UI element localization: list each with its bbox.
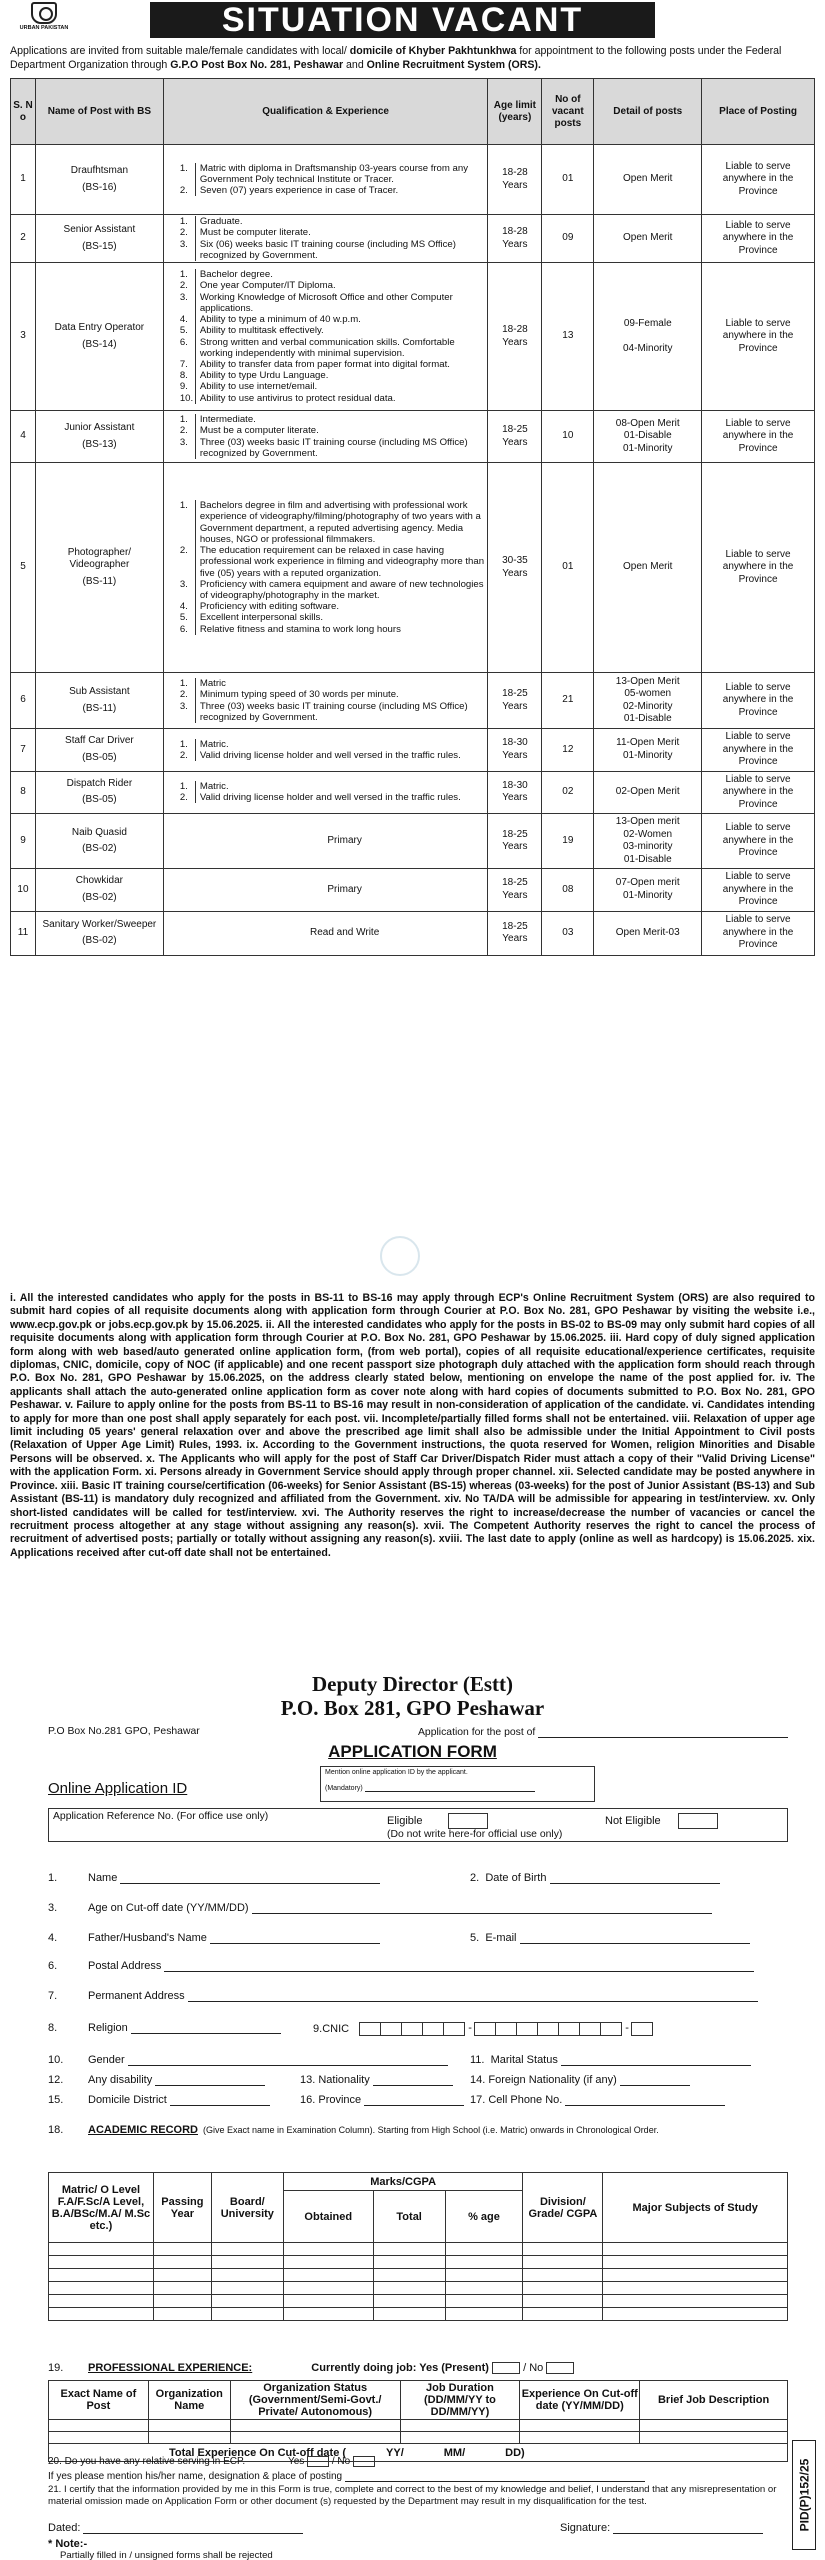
cell-post — [35, 215, 163, 263]
acad-col-board: Board/ University — [211, 2173, 283, 2243]
page-title: SITUATION VACANT — [150, 2, 655, 38]
col-post: Name of Post with BS — [35, 79, 163, 145]
cell-age: 18-28 Years — [488, 215, 542, 263]
cell-detail: Open Merit — [594, 145, 702, 215]
post-applied-input[interactable] — [538, 1726, 788, 1738]
cell-post — [35, 869, 163, 912]
qualification-item: 1. Bachelors degree in film and advertising with professional work experience of videography/filming/photography of two years with a Government department, a reputed advertising agency. Media houses, NGO or professional filmmakers. — [179, 500, 481, 545]
table-row — [11, 411, 815, 463]
cell-post — [35, 263, 163, 411]
relative-question: 20. Do you have any relative serving in ECP. Yes / No — [48, 2456, 375, 2467]
po-box: P.O. Box 281, GPO Peshawar — [280, 1696, 545, 1720]
qualification-item: 8. Ability to type Urdu Language. — [179, 370, 329, 382]
post-scale: (BS-11) — [82, 702, 117, 714]
cell-detail: 02-Open Merit — [594, 771, 702, 814]
qualification-item: 2. Seven (07) years experience in case of Tracer. — [179, 185, 399, 197]
cell-vacant: 10 — [542, 411, 594, 463]
post-scale: (BS-05) — [82, 794, 117, 806]
cell-qualification — [163, 145, 488, 215]
cell-qualification — [163, 263, 488, 411]
cell-post — [35, 771, 163, 814]
post-name: Junior Assistant — [64, 422, 135, 433]
field-cnic: 9.CNIC - - — [313, 2022, 653, 2036]
cell-place: Liable to serve anywhere in the Province — [702, 145, 815, 215]
qualification-item: 5. Excellent interpersonal skills. — [179, 612, 324, 624]
logo-emblem-icon — [31, 2, 57, 24]
cell-vacant: 01 — [542, 463, 594, 673]
academic-table — [48, 2172, 788, 2321]
experience-heading: 19. PROFESSIONAL EXPERIENCE: Currently doing job: Yes (Present) / No — [48, 2362, 788, 2374]
cell-age: 18-25 Years — [488, 911, 542, 955]
cell-sno: 1 — [11, 145, 36, 215]
foreign-input[interactable] — [620, 2074, 690, 2086]
exp-col-status: Organization Status (Government/Semi-Govt./ Private/ Autonomous) — [230, 2381, 400, 2420]
vacancy-table — [10, 78, 815, 956]
qualification-item: 1. Bachelor degree. — [179, 269, 273, 281]
total-experience: Total Experience On Cut-off date ( YY/ MM/ DD) — [49, 2444, 788, 2462]
dated-input[interactable] — [83, 2522, 303, 2534]
province-input[interactable] — [364, 2094, 464, 2106]
online-id-box[interactable] — [320, 1766, 595, 1802]
acad-col-total: Total — [373, 2191, 445, 2243]
cell-qualification — [163, 463, 488, 673]
post-name: Naib Quasid — [71, 826, 127, 838]
relative-no-checkbox[interactable] — [353, 2456, 375, 2467]
acad-col-subjects: Major Subjects of Study — [603, 2173, 788, 2243]
cell-vacant: 13 — [542, 263, 594, 411]
exp-col-experience: Experience On Cut-off date (YY/MM/DD) — [520, 2381, 640, 2420]
qualification-item: 1. Matric. — [179, 781, 229, 793]
qualification-item: 1. Matric — [179, 678, 226, 690]
exp-col-duration: Job Duration (DD/MM/YY to DD/MM/YY) — [400, 2381, 520, 2420]
cell-vacant: 01 — [542, 145, 594, 215]
cell-detail: 08-Open Merit 01-Disable 01-Minority — [594, 411, 702, 463]
cell-age: 18-30 Years — [488, 771, 542, 814]
acad-col-percent: % age — [445, 2191, 523, 2243]
cell-age: 18-30 Years — [488, 729, 542, 772]
eligible-checkbox[interactable] — [448, 1813, 488, 1829]
cell-post — [35, 411, 163, 463]
qualification-item: 1. Matric. — [179, 738, 229, 750]
qualification-item: 4. Proficiency with editing software. — [179, 601, 339, 613]
field-disability: 12. Any disability — [48, 2074, 265, 2086]
table-row — [11, 771, 815, 814]
cnic-boxes[interactable]: - - — [360, 2022, 653, 2036]
cell-place: Liable to serve anywhere in the Province — [702, 215, 815, 263]
cell-post — [35, 814, 163, 869]
certification-text: 21. I certify that the information provided by me in this Form is true, complete and correct to the best of my knowledge and belief, I understand that any misrepresentation or material omission made on Application Form or other document (s) requested by the Department may result in my disqualification for the test. — [48, 2484, 777, 2507]
qualification-item: 3. Three (03) weeks basic IT training course (including MS Office) recognized by Government. — [179, 700, 468, 723]
cell-qualification — [163, 729, 488, 772]
qualification-item: 5. Ability to multitask effectively. — [179, 325, 324, 337]
col-age: Age limit (years) — [488, 79, 542, 145]
cell-vacant: 03 — [542, 911, 594, 955]
post-scale: (BS-05) — [82, 751, 117, 763]
intro-paragraph: Applications are invited from suitable male/female candidates with local/ domicile of Khyber Pakhtunkhwa for appointment to the following posts under the Federal Department Organization through G.P.O Post Box No. 281, Peshawar and Online Recruitment System (ORS). — [10, 45, 782, 71]
name-input[interactable] — [120, 1872, 380, 1884]
field-marital: 11. Marital Status — [470, 2054, 751, 2066]
cell-sno: 11 — [11, 911, 36, 955]
cell-age: 18-28 Years — [488, 145, 542, 215]
online-id-note: Mention online application ID by the applicant. — [325, 1769, 468, 1776]
field-cell: 17. Cell Phone No. — [470, 2094, 725, 2106]
marital-input[interactable] — [561, 2054, 751, 2066]
cell-qualification — [163, 411, 488, 463]
postal-input[interactable] — [164, 1960, 754, 1972]
acad-col-marks: Marks/CGPA — [283, 2173, 523, 2191]
post-scale: (BS-11) — [82, 575, 117, 587]
current-job-no-checkbox[interactable] — [546, 2362, 574, 2374]
post-name: Draufhtsman — [70, 165, 129, 176]
vacancy-table-header — [11, 79, 815, 145]
post-name: Staff Car Driver — [65, 735, 134, 747]
current-job-yes-checkbox[interactable] — [492, 2362, 520, 2374]
qualification-item: 1. Intermediate. — [179, 414, 256, 426]
cell-place: Liable to serve anywhere in the Province — [702, 911, 815, 955]
cell-sno: 8 — [11, 771, 36, 814]
qualification-item: 1. Graduate. — [179, 216, 243, 228]
signature-field: Signature: — [560, 2522, 763, 2534]
qualification-item: 2. The education requirement can be relaxed in case having professional work experience in filming and videography more than five (05) years with a reputed organization. — [179, 545, 485, 579]
col-sno: S. N o — [11, 79, 36, 145]
not-eligible-label: Not Eligible — [605, 1813, 718, 1829]
ref-label: Application Reference No. (For office use only) — [53, 1811, 269, 1822]
email-input[interactable] — [520, 1932, 750, 1944]
cell-detail: Open Merit — [594, 215, 702, 263]
field-gender: 10. Gender — [48, 2054, 448, 2066]
qualification-item: 3. Working Knowledge of Microsoft Office and other Computer applications. — [179, 291, 453, 314]
qualification-item: 9. Ability to use internet/email. — [179, 381, 318, 393]
post-scale: (BS-16) — [82, 181, 117, 193]
cell-detail: 07-Open merit 01-Minority — [594, 869, 702, 912]
disability-input[interactable] — [155, 2074, 265, 2086]
cell-vacant: 12 — [542, 729, 594, 772]
cell-place: Liable to serve anywhere in the Province — [702, 814, 815, 869]
cell-detail: Open Merit — [594, 463, 702, 673]
header-bar — [0, 0, 825, 40]
cell-age: 18-28 Years — [488, 263, 542, 411]
col-place: Place of Posting — [702, 79, 815, 145]
relative-detail-input[interactable] — [345, 2470, 645, 2482]
cell-place: Liable to serve anywhere in the Province — [702, 729, 815, 772]
cell-detail: 13-Open Merit 05-women 02-Minority 01-Disable — [594, 673, 702, 729]
field-province: 16. Province — [300, 2094, 464, 2106]
cell-sno: 6 — [11, 673, 36, 729]
academic-row[interactable] — [49, 2269, 788, 2282]
post-applied-label: Application for the post of — [418, 1726, 788, 1738]
post-name: Sanitary Worker/Sweeper — [42, 918, 157, 930]
father-input[interactable] — [210, 1932, 380, 1944]
post-scale: (BS-02) — [82, 843, 117, 854]
dob-input[interactable] — [550, 1872, 720, 1884]
cell-post — [35, 673, 163, 729]
post-name: Photographer/ Videographer — [67, 546, 132, 571]
post-name: Chowkidar — [75, 875, 124, 887]
field-religion: 8. Religion — [48, 2022, 281, 2034]
academic-heading: 18. ACADEMIC RECORD (Give Exact name in Examination Column). Starting from High School (i.e. Matric) onwards in Chronological Order. — [48, 2124, 659, 2136]
experience-table — [48, 2380, 788, 2462]
nationality-input[interactable] — [373, 2074, 453, 2086]
cell-sno: 10 — [11, 869, 36, 912]
table-row — [11, 145, 815, 215]
academic-row[interactable] — [49, 2295, 788, 2308]
logo — [18, 2, 70, 38]
cell-vacant: 09 — [542, 215, 594, 263]
experience-row[interactable] — [49, 2420, 788, 2432]
col-vacant: No of vacant posts — [542, 79, 594, 145]
field-father: 4. Father/Husband's Name — [48, 1932, 380, 1944]
qualification-item: 2. Must be a computer literate. — [179, 425, 319, 437]
field-age: 3. Age on Cut-off date (YY/MM/DD) — [48, 1902, 712, 1914]
qualification-item: 2. Minimum typing speed of 30 words per minute. — [179, 689, 399, 701]
cell-place: Liable to serve anywhere in the Province — [702, 411, 815, 463]
field-nationality: 13. Nationality — [300, 2074, 453, 2086]
note-label: * Note:- — [48, 2538, 88, 2550]
office-note: (Do not write here-for official use only) — [387, 1829, 563, 1840]
age-input[interactable] — [252, 1902, 712, 1914]
online-id-label: Online Application ID — [48, 1780, 188, 1797]
acad-col-year: Passing Year — [153, 2173, 211, 2243]
cell-age: 18-25 Years — [488, 869, 542, 912]
qualification-item: 7. Ability to transfer data from paper format into digital format. — [179, 358, 450, 370]
cell-sno: 2 — [11, 215, 36, 263]
cell-place: Liable to serve anywhere in the Province — [702, 463, 815, 673]
cell-sno: 7 — [11, 729, 36, 772]
cell-vacant: 21 — [542, 673, 594, 729]
post-scale: (BS-15) — [82, 240, 117, 252]
domicile-input[interactable] — [170, 2094, 270, 2106]
cell-qualification: Primary — [163, 814, 488, 869]
qualification-item: 2. One year Computer/IT Diploma. — [179, 280, 336, 292]
table-row — [11, 911, 815, 955]
cell-qualification — [163, 215, 488, 263]
deputy-director: Deputy Director (Estt) — [311, 1672, 513, 1696]
cell-detail: 11-Open Merit 01-Minority — [594, 729, 702, 772]
field-domicile: 15. Domicile District — [48, 2094, 270, 2106]
acad-col-exam: Matric/ O Level F.A/F.Sc/A Level, B.A/BSc/M.A/ M.Sc etc.) — [49, 2173, 154, 2243]
cell-detail: 13-Open merit 02-Women 03-minority 01-Disable — [594, 814, 702, 869]
qualification-item: 4. Ability to type a minimum of 40 w.p.m. — [179, 314, 361, 326]
cell-qualification: Read and Write — [163, 911, 488, 955]
post-name: Senior Assistant — [63, 224, 136, 235]
cell-vacant: 19 — [542, 814, 594, 869]
acad-col-obtained: Obtained — [283, 2191, 373, 2243]
eligible-label: Eligible — [387, 1813, 488, 1829]
academic-row[interactable] — [49, 2308, 788, 2321]
online-id-mandatory: (Mandatory) — [325, 1784, 590, 1792]
qualification-item: 10. Ability to use antivirus to protect residual data. — [179, 392, 396, 404]
gender-input[interactable] — [128, 2054, 448, 2066]
cell-detail: 09-Female 04-Minority — [594, 263, 702, 411]
form-pobox: P.O Box No.281 GPO, Peshawar — [48, 1726, 200, 1737]
qualification-item: 3. Six (06) weeks basic IT training course (including MS Office) recognized by Government. — [179, 238, 456, 261]
acad-col-division: Division/ Grade/ CGPA — [523, 2173, 603, 2243]
cell-age: 18-25 Years — [488, 411, 542, 463]
qualification-item: 3. Three (03) weeks basic IT training course (including MS Office) recognized by Government. — [179, 436, 468, 459]
post-scale: (BS-02) — [82, 935, 117, 946]
field-foreign: 14. Foreign Nationality (if any) — [470, 2074, 690, 2086]
field-name: 1. Name — [48, 1872, 380, 1884]
exp-col-description: Brief Job Description — [640, 2381, 788, 2420]
cell-detail: Open Merit-03 — [594, 911, 702, 955]
signature-input[interactable] — [613, 2522, 763, 2534]
cell-place: Liable to serve anywhere in the Province — [702, 263, 815, 411]
watermark-icon — [380, 1236, 420, 1276]
cell-place: Liable to serve anywhere in the Province — [702, 869, 815, 912]
instructions-text: i. All the interested candidates who apply for the posts in BS-11 to BS-16 may apply through ECP's Online Recruitment System (ORS) are also required to submit hard copies of all requisite documents along with application form through Courier at P.O. Box No. 281, GPO Peshawar by visiting the website i.e., www.ecp.gov.pk or jobs.ecp.gov.pk by 15.06.2025. ii. All the interested candidates who apply for the posts in BS-02 to BS-09 may only submit hard copies of all requisite documents along with application form through Courier at P.O. Box No. 281, GPO Peshawar by 15.06.2025. iii. Hard copy of duly signed application form along with web based/auto generated online application form, (from web portal), copies of all requisite educational/experience certificates, requisite diplomas, CNIC, domicile, copy of NOC (if applicable) and one recent passport size photograph duly attached with the application form should reach through P.O. Box No. 281, GPO Peshawar by 15.06.2025, on the address clearly stated below, mentioning on envelope the name of the post applied for. iv. The applicants shall attach the auto-generated online application form as cover note along with hard copies of documents submitted to P.O. Box No. 281, GPO Peshawar. v. Failure to apply online for the posts from BS-11 to BS-16 may result in non-consideration of application of the candidate. vi. Candidates intending to apply for more than one post shall apply separately for each post. vii. Incomplete/partially filled forms shall not be entertained. viii. Relaxation of upper age limit including 05 years' general relaxation over and above the prescribed age limit shall also be admissible under the Initial Appointment to Civil posts (Relaxation of Upper Age Limit) Rules, 1993. ix. According to the Government instructions, the quota reserved for Women, religion Minorities and Disable Persons will be observed. x. The Applicants who will apply for the post of Staff Car Driver/Dispatch Rider must attach a copy of their "Valid Driving License" with the application Form. xi. Persons already in Government Service should apply through proper channel. xii. Selected candidate may be posted anywhere in Province. xiii. Basic IT training course/certification (06-weeks) for Senior Assistant (BS-15) whereas (03-weeks) for the post of Junior Assistant (BS-13) and Sub Assistant (BS-11) is mandatory duly recognized and affiliated from the Government. xiv. No TA/DA will be admissible for appearing in test/interview. xv. Only short-listed candidates will be called for test/interview. xvi. The Authority reserves the right to increase/decrease the number of vacancies or cancel the recruitment process altogether at any stage without assigning any reason(s). xvii. The Competent Authority reserves the right to cancel the process of recruitment of advertised posts; partially or totally without assigning any reason(s). xviii. The last date to apply (online as well as hardcopy) is 15.06.2025. xix. Applications received after cut-off date shall not be entertained. — [10, 1292, 815, 1559]
not-eligible-checkbox[interactable] — [678, 1813, 718, 1829]
post-scale: (BS-13) — [82, 438, 117, 450]
cell-vacant: 02 — [542, 771, 594, 814]
cell-input[interactable] — [565, 2094, 725, 2106]
relative-detail: If yes please mention his/her name, designation & place of posting — [48, 2470, 645, 2482]
field-email: 5. E-mail — [470, 1932, 750, 1944]
dated-field: Dated: — [48, 2522, 303, 2534]
qualification-item: 2. Must be computer literate. — [179, 227, 311, 239]
qualification-item: 6. Strong written and verbal communication skills. Comfortable working independently with minimal supervision. — [179, 336, 455, 359]
cell-place: Liable to serve anywhere in the Province — [702, 771, 815, 814]
academic-row[interactable] — [49, 2282, 788, 2295]
exp-col-post: Exact Name of Post — [49, 2381, 149, 2420]
table-row — [11, 814, 815, 869]
cell-age: 18-25 Years — [488, 814, 542, 869]
post-scale: (BS-14) — [82, 338, 117, 350]
col-detail: Detail of posts — [594, 79, 702, 145]
cell-sno: 4 — [11, 411, 36, 463]
cell-vacant: 08 — [542, 869, 594, 912]
publication-stamp: PID(P)152/25 — [792, 2440, 816, 2550]
experience-row[interactable] — [49, 2432, 788, 2444]
cell-sno: 3 — [11, 263, 36, 411]
qualification-item: 2. Valid driving license holder and well versed in the traffic rules. — [179, 792, 461, 804]
table-row — [11, 729, 815, 772]
note-text: Partially filled in / unsigned forms shall be rejected — [60, 2550, 273, 2560]
form-title: APPLICATION FORM — [328, 1742, 497, 1761]
permanent-input[interactable] — [188, 1990, 758, 2002]
cell-age: 18-25 Years — [488, 673, 542, 729]
col-qualification: Qualification & Experience — [163, 79, 488, 145]
academic-row[interactable] — [49, 2256, 788, 2269]
post-name: Sub Assistant — [69, 686, 130, 697]
table-row — [11, 869, 815, 912]
qualification-item: 2. Valid driving license holder and well versed in the traffic rules. — [179, 749, 461, 761]
qualification-item: 3. Proficiency with camera equipment and aware of new technologies of videography/photography in the market. — [179, 578, 484, 601]
cell-post — [35, 463, 163, 673]
exp-col-org: Organization Name — [148, 2381, 230, 2420]
cell-age: 30-35 Years — [488, 463, 542, 673]
cell-sno: 9 — [11, 814, 36, 869]
post-scale: (BS-02) — [82, 891, 117, 903]
post-name: Dispatch Rider — [66, 777, 133, 789]
field-dob: 2. Date of Birth — [470, 1872, 720, 1884]
cell-qualification — [163, 771, 488, 814]
office-use-box — [48, 1808, 788, 1842]
religion-input[interactable] — [131, 2022, 281, 2034]
cell-qualification — [163, 673, 488, 729]
field-permanent: 7. Permanent Address — [48, 1990, 758, 2002]
table-row — [11, 215, 815, 263]
table-row — [11, 673, 815, 729]
cell-qualification: Primary — [163, 869, 488, 912]
cell-post — [35, 145, 163, 215]
logo-text: URBAN PAKISTAN — [19, 25, 69, 31]
relative-yes-checkbox[interactable] — [307, 2456, 329, 2467]
cell-post — [35, 911, 163, 955]
cell-sno: 5 — [11, 463, 36, 673]
table-row — [11, 463, 815, 673]
post-name: Data Entry Operator — [54, 322, 145, 333]
address-block — [0, 1672, 825, 1720]
cell-place: Liable to serve anywhere in the Province — [702, 673, 815, 729]
field-postal: 6. Postal Address — [48, 1960, 754, 1972]
qualification-item: 1. Matric with diploma in Draftsmanship 03-years course from any Government Poly technical Institute or Tracer. — [179, 162, 469, 185]
qualification-item: 6. Relative fitness and stamina to work long hours — [179, 623, 401, 635]
table-row — [11, 263, 815, 411]
academic-row[interactable] — [49, 2243, 788, 2256]
cell-post — [35, 729, 163, 772]
